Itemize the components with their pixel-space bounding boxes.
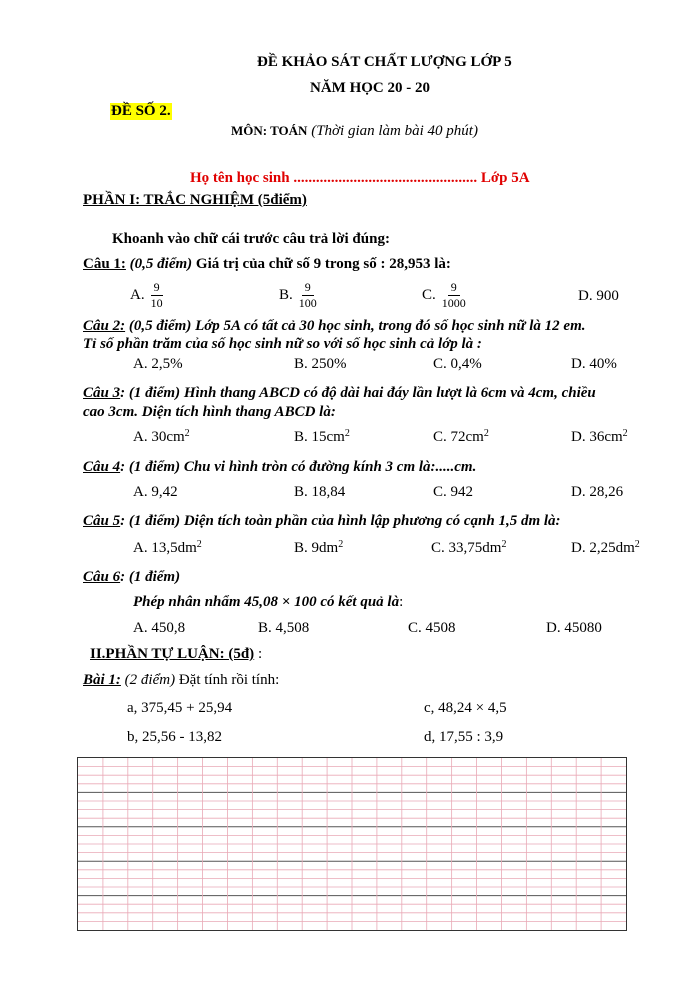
bai1-points: (2 điểm) <box>124 672 176 688</box>
q1-a-num: 9 <box>151 280 163 296</box>
subject-label: MÔN: TOÁN <box>231 123 308 138</box>
q1-a-fraction <box>148 280 166 311</box>
q1-stem <box>83 256 451 273</box>
q2-option-c[interactable]: C. 0,4% <box>433 356 482 372</box>
q3-a-sup: 2 <box>184 428 190 439</box>
q3-option-c[interactable] <box>433 429 489 446</box>
q3-label: Câu 3 <box>83 385 121 401</box>
q3-stem-line1 <box>83 385 596 402</box>
q4-text: : (1 điểm) Chu vi hình tròn có đường kính 3 cm là:.....cm. <box>120 459 477 475</box>
q1-label: Câu 1: <box>83 256 126 272</box>
q1-option-c[interactable] <box>422 280 469 311</box>
q1-text: Giá trị của chữ số 9 trong số : 28,953 là: <box>195 256 451 272</box>
q1-points: (0,5 điểm) <box>129 256 193 272</box>
title-line1: ĐỀ KHẢO SÁT CHẤT LƯỢNG LỚP 5 <box>257 54 512 70</box>
q2-stem-line1 <box>83 318 586 335</box>
q5-option-b[interactable] <box>294 540 343 557</box>
q2-option-b[interactable]: B. 250% <box>294 356 347 372</box>
part2-heading: II.PHẦN TỰ LUẬN: (5đ) <box>90 646 255 662</box>
bai1-stem <box>83 672 279 689</box>
q3-b-text: B. 15cm <box>294 429 345 445</box>
q6-option-a[interactable]: A. 450,8 <box>133 620 186 636</box>
time-note: (Thời gian làm bài 40 phút) <box>311 123 478 139</box>
q3-option-a[interactable] <box>133 429 190 446</box>
q2-stem-line2: Tỉ số phần trăm của số học sinh nữ so với số học sinh cả lớp là : <box>83 336 482 352</box>
q6-points: : (1 điểm) <box>120 569 181 585</box>
q5-b-text: B. 9dm <box>294 540 339 556</box>
q1-b-letter: B. <box>279 286 293 303</box>
q4-option-a[interactable]: A. 9,42 <box>133 484 178 500</box>
q6-option-c[interactable]: C. 4508 <box>408 620 456 636</box>
q5-c-text: C. 33,75dm <box>431 540 502 556</box>
bai1-text: Đặt tính rồi tính: <box>178 672 280 688</box>
bai1-item-c: c, 48,24 × 4,5 <box>424 700 507 716</box>
q1-option-a[interactable] <box>130 280 166 311</box>
q2-option-d[interactable]: D. 40% <box>571 356 617 372</box>
part2-colon: : <box>254 646 263 662</box>
bai1-item-b: b, 25,56 - 13,82 <box>127 729 222 745</box>
q1-b-num: 9 <box>302 280 314 296</box>
q3-text1: : (1 điểm) Hình thang ABCD có độ dài hai đáy lần lượt là 6cm và 4cm, chiều <box>120 385 596 401</box>
q2-text1: (0,5 điểm) Lớp 5A có tất cả 30 học sinh, trong đó số học sinh nữ là 12 em. <box>128 318 586 334</box>
q4-option-b[interactable]: B. 18,84 <box>294 484 346 500</box>
q4-option-c[interactable]: C. 942 <box>433 484 474 500</box>
q4-option-d[interactable]: D. 28,26 <box>571 484 624 500</box>
q5-c-sup: 2 <box>501 539 507 550</box>
q2-option-a[interactable]: A. 2,5% <box>133 356 183 372</box>
q5-b-sup: 2 <box>338 539 344 550</box>
student-name-line: Họ tên học sinh ................................................. Lớp 5A <box>190 170 530 186</box>
subject-line <box>231 123 478 140</box>
q6-stem <box>83 569 180 586</box>
q1-b-den: 100 <box>298 296 317 310</box>
q3-stem-line2: cao 3cm. Diện tích hình thang ABCD là: <box>83 404 336 420</box>
q5-option-d[interactable] <box>571 540 640 557</box>
q5-d-text: D. 2,25dm <box>571 540 635 556</box>
q5-a-sup: 2 <box>196 539 202 550</box>
bai1-item-d: d, 17,55 : 3,9 <box>424 729 504 745</box>
part2-heading-line <box>90 646 262 663</box>
q1-b-fraction <box>296 280 320 311</box>
q1-option-b[interactable] <box>279 280 320 311</box>
q1-c-den: 1000 <box>441 296 466 310</box>
writing-grid[interactable] <box>77 757 627 931</box>
q1-a-letter: A. <box>130 286 145 303</box>
q4-stem <box>83 459 476 476</box>
q5-label: Câu 5 <box>83 513 121 529</box>
q3-b-sup: 2 <box>344 428 350 439</box>
q5-d-sup: 2 <box>634 539 640 550</box>
part1-instruction: Khoanh vào chữ cái trước câu trả lời đúng: <box>112 231 390 247</box>
q3-option-d[interactable] <box>571 429 628 446</box>
q6-option-d[interactable]: D. 45080 <box>546 620 602 636</box>
q1-c-num: 9 <box>448 280 460 296</box>
part1-heading: PHẦN I: TRẮC NGHIỆM (5điểm) <box>83 192 307 208</box>
q2-label: Câu 2: <box>83 318 126 334</box>
q3-option-b[interactable] <box>294 429 350 446</box>
writing-grid-lines <box>78 758 626 930</box>
q6-colon: : <box>399 594 404 610</box>
bai1-label: Bài 1: <box>83 672 121 688</box>
q6-text: Phép nhân nhẩm 45,08 × 100 có kết quả là <box>133 594 400 610</box>
q5-a-text: A. 13,5dm <box>133 540 197 556</box>
q3-d-text: D. 36cm <box>571 429 623 445</box>
q1-option-d[interactable]: D. 900 <box>578 288 619 304</box>
q5-text: : (1 điểm) Diện tích toàn phần của hình lập phương có cạnh 1,5 dm là: <box>120 513 561 529</box>
title-year: NĂM HỌC 20 - 20 <box>310 80 430 96</box>
exam-number: ĐỀ SỐ 2. <box>111 103 171 119</box>
q1-a-den: 10 <box>150 296 163 310</box>
q3-d-sup: 2 <box>622 428 628 439</box>
q3-c-text: C. 72cm <box>433 429 484 445</box>
q5-option-c[interactable] <box>431 540 506 557</box>
bai1-item-a: a, 375,45 + 25,94 <box>127 700 233 716</box>
q3-a-text: A. 30cm <box>133 429 185 445</box>
q1-c-fraction <box>439 280 469 311</box>
q5-option-a[interactable] <box>133 540 202 557</box>
q6-text-line <box>133 594 403 611</box>
q1-c-letter: C. <box>422 286 436 303</box>
q5-stem <box>83 513 561 530</box>
q6-option-b[interactable]: B. 4,508 <box>258 620 310 636</box>
q4-label: Câu 4 <box>83 459 121 475</box>
q6-label: Câu 6 <box>83 569 121 585</box>
q3-c-sup: 2 <box>483 428 489 439</box>
